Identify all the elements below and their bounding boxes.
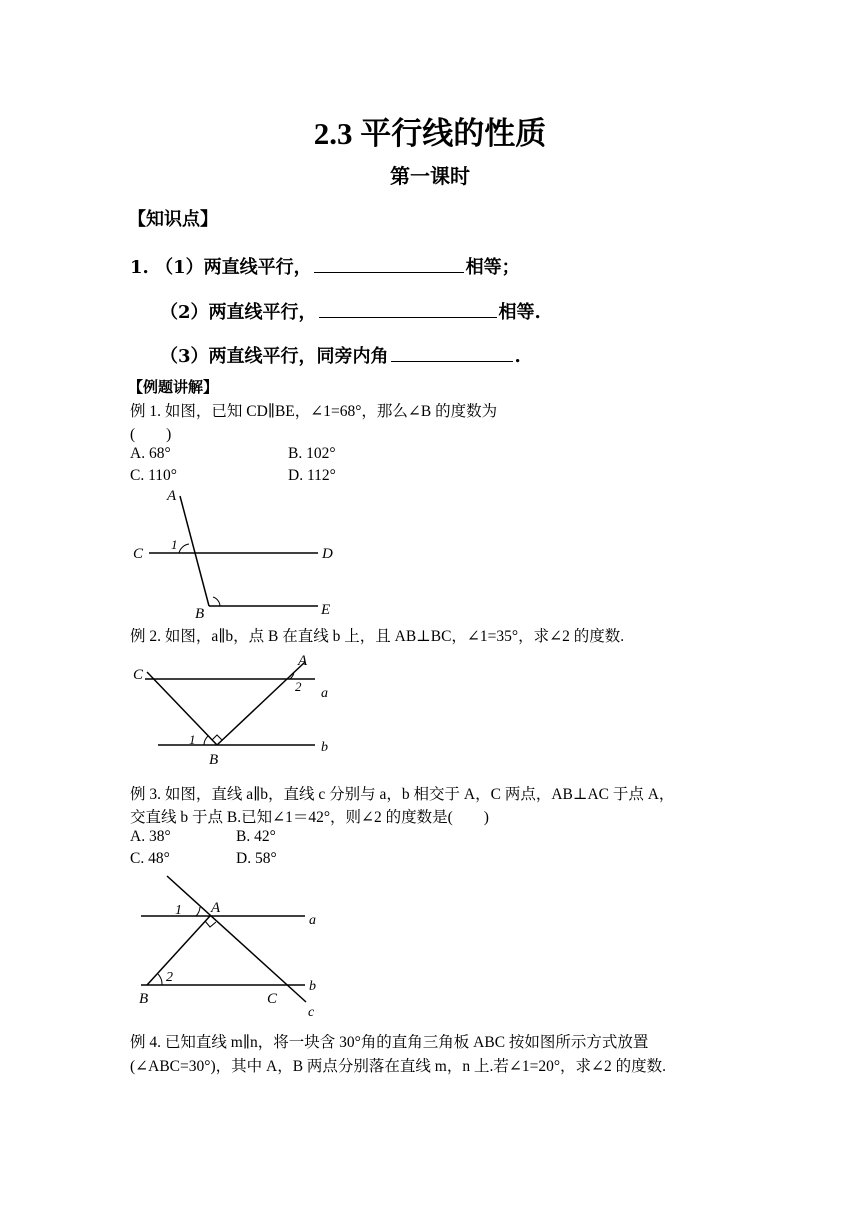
ex3-option-d: D. 58° [236,850,277,867]
ex1-label-e: E [321,602,331,618]
ex2-label-b-point: B [209,752,219,768]
ex3-label-1: 1 [175,903,182,918]
ex2-label-line-b: b [321,740,328,755]
ex3-label-2: 2 [166,970,173,985]
ex3-option-c: C. 48° [130,850,170,867]
ex1-angle-b-arc [213,597,220,606]
knowledge-line-3 [160,342,521,368]
ex1-line-ab [180,496,209,606]
ex3-line-ab [147,916,210,985]
ex1-option-c: C. 110° [130,467,177,484]
knowledge-line-2 [160,298,541,324]
ex2-line-ba [217,662,305,745]
ex3-label-a-point: A [211,900,221,916]
fill-blank-1[interactable] [314,254,464,273]
ex1-label-d: D [322,546,333,562]
line2-suffix: 相等. [498,302,541,323]
line3-prefix: （3）两直线平行，同旁内角 [160,346,389,367]
page-title: 2.3 平行线的性质 [313,116,547,151]
ex1-option-a: A. 68° [130,445,171,462]
line1-suffix: 相等； [465,257,520,278]
ex3-angle-1-arc [196,907,200,916]
ex1-answer-bracket: ( ) [130,426,172,443]
ex2-label-1: 1 [189,732,196,747]
ex3-figure [125,872,335,1022]
ex3-line-c [167,876,306,1002]
examples-header: 【例题讲解】 [128,378,219,396]
ex1-option-d: D. 112° [288,467,336,484]
ex4-question-line-1: 例 4. 已知直线 m∥n，将一块含 30°角的直角三角板 ABC 按如图所示方式放置 [130,1034,649,1051]
item-number: 1. [130,257,149,278]
ex4-question-line-2: (∠ABC=30°)，其中 A，B 两点分别落在直线 m，n 上.若∠1=20°，求∠2 的度数. [130,1058,667,1075]
ex3-option-b: B. 42° [236,828,276,845]
ex2-figure [125,648,340,772]
ex2-angle-1-arc [204,736,208,745]
ex3-right-angle-mark [205,921,216,927]
ex3-label-line-c: c [308,1005,315,1020]
ex2-label-2: 2 [295,679,302,694]
ex1-label-c: C [133,546,144,562]
ex1-option-b: B. 102° [288,445,336,462]
ex2-label-c: C [133,667,144,683]
ex1-question-line-1: 例 1. 如图，已知 CD∥BE，∠1=68°，那么∠B 的度数为 [130,403,498,420]
page-subtitle: 第一课时 [390,164,470,188]
ex2-right-angle-mark [212,735,222,740]
ex2-line-bc [147,672,217,745]
ex2-label-a-point: A [298,653,308,669]
ex3-label-line-b: b [309,979,316,994]
line3-suffix: . [514,346,521,367]
ex3-label-c-point: C [267,991,278,1007]
knowledge-line-1 [130,253,520,279]
ex2-label-line-a: a [321,686,328,701]
ex3-label-line-a: a [309,913,316,928]
ex3-angle-2-arc [158,974,162,985]
line2-prefix: （2）两直线平行， [160,302,317,323]
ex3-question-line-2: 交直线 b 于点 B.已知∠1＝42°，则∠2 的度数是( ) [130,809,489,826]
fill-blank-3[interactable] [391,343,513,362]
line1-prefix: （1）两直线平行， [155,257,312,278]
ex1-figure [125,484,345,622]
ex3-option-a: A. 38° [130,828,171,845]
ex3-label-b-point: B [139,991,149,1007]
knowledge-header: 【知识点】 [128,209,218,230]
fill-blank-2[interactable] [319,299,497,318]
ex3-question-line-1: 例 3. 如图，直线 a∥b，直线 c 分别与 a，b 相交于 A，C 两点，AB⊥AC 于点 A， [130,786,675,803]
ex2-question-line-1: 例 2. 如图，a∥b，点 B 在直线 b 上，且 AB⊥BC，∠1=35°，求∠2 的度数. [130,628,625,645]
ex1-label-a: A [167,488,177,504]
ex1-label-1: 1 [171,537,178,552]
ex1-label-b: B [195,606,205,622]
ex1-angle-1-arc [179,544,189,553]
